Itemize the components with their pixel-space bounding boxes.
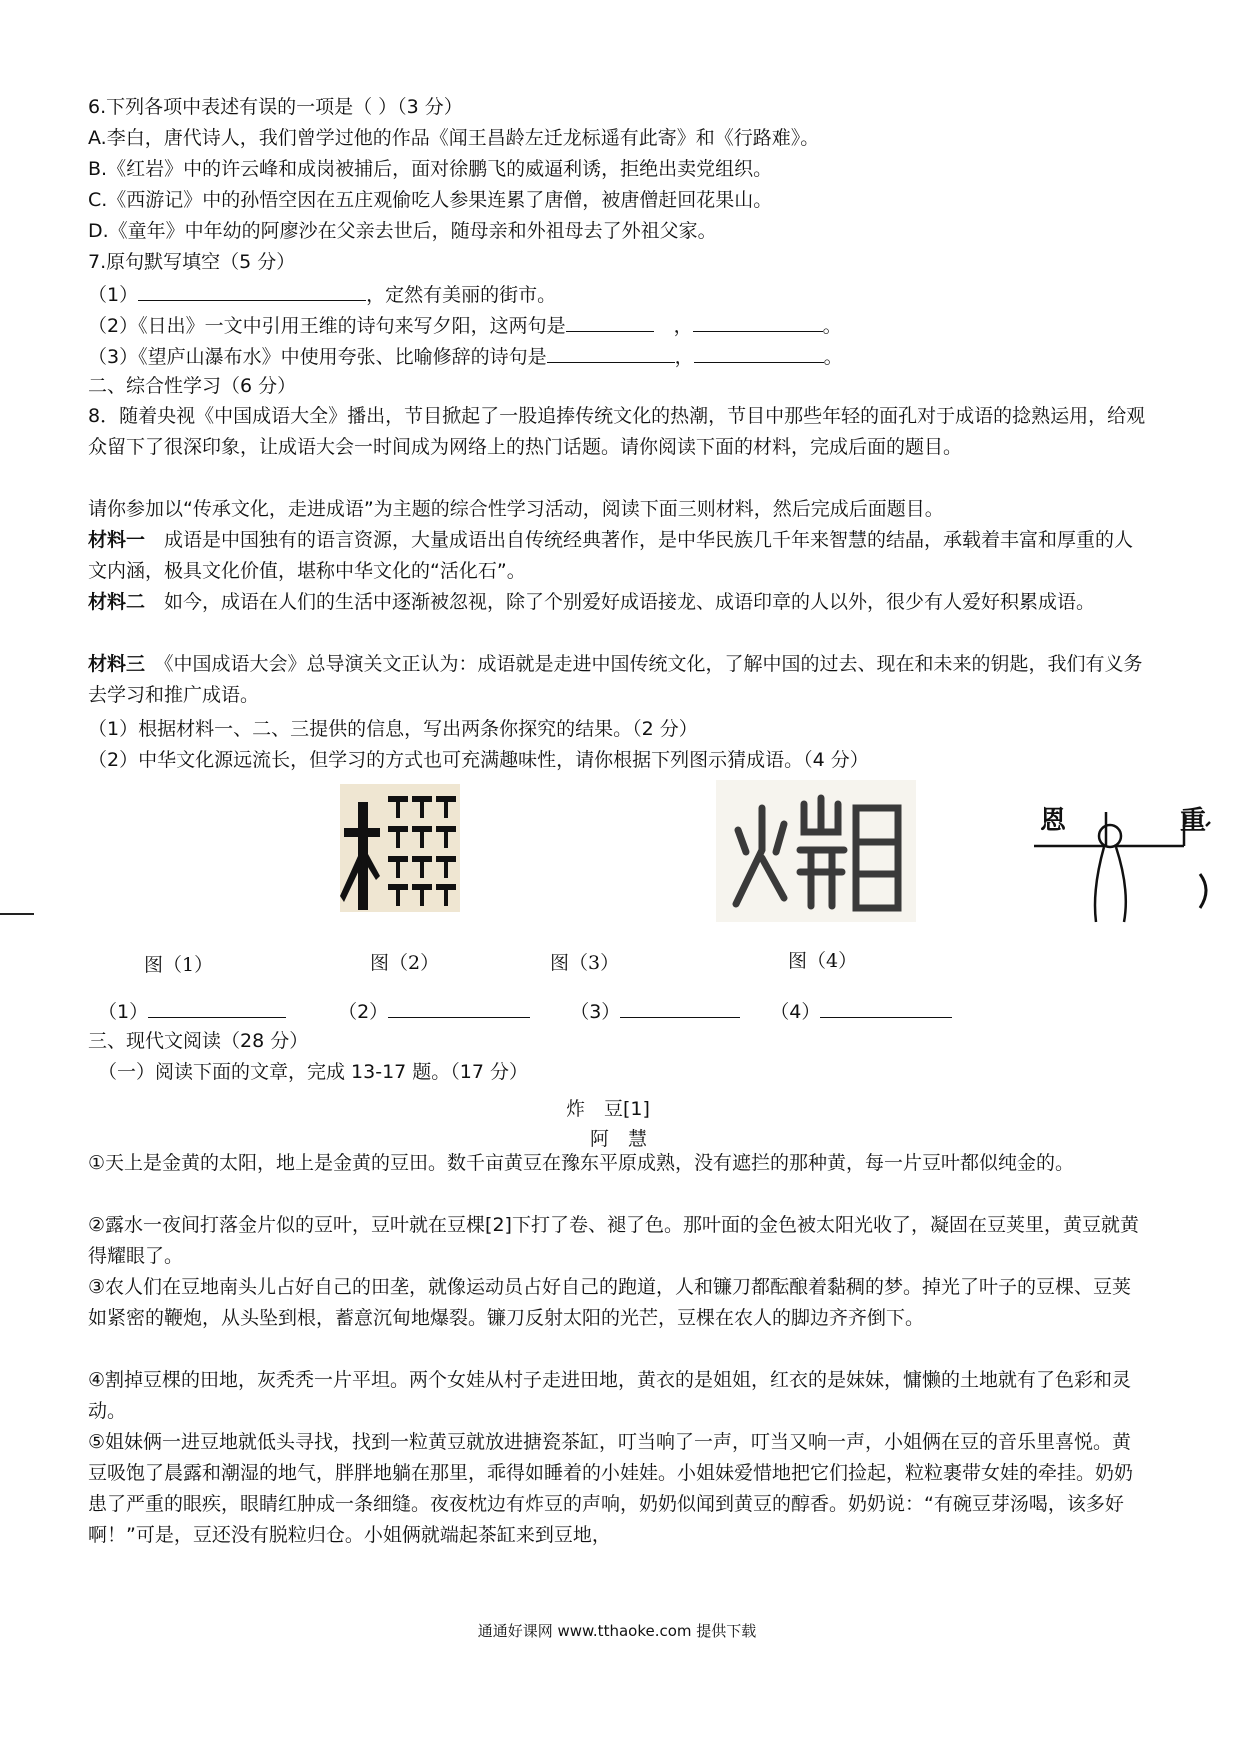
answer-label-3: （3） [570, 1001, 621, 1023]
q6-option-b: B.《红岩》中的许云峰和成岗被捕后，面对徐鹏飞的威逼利诱，拒绝出卖党组织。 [88, 158, 773, 180]
section3-subheading: （一）阅读下面的文章，完成 13-17 题。（17 分） [98, 1061, 529, 1083]
article-paragraph-1: ①天上是金黄的太阳，地上是金黄的豆田。数千亩黄豆在豫东平原成熟，没有遮拦的那种黄，每一片豆叶都似纯金的。 [88, 1152, 1075, 1174]
figure-4-label-zhong: 重 [1180, 806, 1207, 836]
article-paragraph-3: ③农人们在豆地南头儿占好自己的田垄，就像运动员占好自己的跑道，人和镰刀都酝酿着黏稠的梦。掉光了叶子的豆棵、豆荚如紧密的鞭炮，从头坠到根，蓄意沉甸地爆裂。镰刀反射太阳的光芒，豆棵在农人的脚边齐齐倒下。 [88, 1276, 1132, 1329]
q7-stem: 7.原句默写填空（5 分） [88, 251, 296, 273]
article-paragraph-4: ④割掉豆棵的田地，灰秃秃一片平坦。两个女娃从村子走进田地，黄衣的是姐姐，红衣的是妹妹，慵懒的土地就有了色彩和灵动。 [88, 1369, 1132, 1422]
material3-label: 材料三 [88, 653, 146, 675]
answer-row [98, 999, 952, 1023]
q7-item2-period: 。 [822, 315, 842, 337]
q8-instruction: 请你参加以“传承文化，走进成语”为主题的综合性学习活动，阅读下面三则材料，然后完成后面题目。 [88, 498, 944, 520]
page-footer: 通通好课网 www.tthaoke.com 提供下载 [477, 1622, 757, 1640]
q8-sub1: （1）根据材料一、二、三提供的信息，写出两条你探究的结果。（2 分） [88, 718, 698, 740]
material2 [88, 587, 1150, 618]
q8-intro: 8．随着央视《中国成语大全》播出，节目掀起了一股追捧传统文化的热潮，节目中那些年轻的面孔对于成语的捻熟运用，给观众留下了很深印象，让成语大会一时间成为网络上的热门话题。请你阅读下面的材料，完成后面的题目。 [88, 405, 1146, 458]
figure-caption-4: 图（4） [788, 950, 858, 972]
figure-1-image [340, 784, 460, 912]
figure-caption-2: 图（2） [370, 952, 440, 974]
q7-item1-blank[interactable] [138, 282, 366, 301]
q7-item3-blank1[interactable] [547, 344, 675, 363]
q7-item3 [88, 344, 843, 368]
material1-text: 成语是中国独有的语言资源，大量成语出自传统经典著作，是中华民族几千年来智慧的结晶，承载着丰富和厚重的人文内涵，极具文化价值，堪称中华文化的“活化石”。 [88, 529, 1134, 582]
q7-item3-text: （3）《望庐山瀑布水》中使用夸张、比喻修辞的诗句是 [88, 346, 547, 368]
q6-option-a: A.李白，唐代诗人，我们曾学过他的作品《闻王昌龄左迁龙标遥有此寄》和《行路难》。 [88, 127, 820, 149]
material3-text: 《中国成语大会》总导演关文正认为：成语就是走进中国传统文化，了解中国的过去、现在和未来的钥匙，我们有义务去学习和推广成语。 [88, 653, 1143, 706]
material2-label: 材料二 [88, 591, 146, 613]
article-paragraph-2: ②露水一夜间打落金片似的豆叶，豆叶就在豆棵[2]下打了卷、褪了色。那叶面的金色被太阳光收了，凝固在豆荚里，黄豆就黄得耀眼了。 [88, 1214, 1139, 1267]
figure-caption-1: 图（1） [144, 954, 214, 976]
answer-label-2: （2） [338, 1001, 389, 1023]
q6-option-c: C.《西游记》中的孙悟空因在五庄观偷吃人参果连累了唐僧，被唐僧赶回花果山。 [88, 189, 773, 211]
figure-caption-3: 图（3） [550, 952, 620, 974]
q7-item1-suffix: ，定然有美丽的街市。 [366, 284, 557, 306]
article-author: 阿 慧 [590, 1128, 648, 1150]
material1 [88, 525, 1150, 587]
q6-stem: 6.下列各项中表述有误的一项是（ ）（3 分） [88, 96, 463, 118]
q7-item2-text: （2）《日出》一文中引用王维的诗句来写夕阳，这两句是 [88, 315, 566, 337]
answer-label-1: （1） [98, 1001, 149, 1023]
answer-blank-4[interactable] [820, 999, 952, 1018]
material3 [88, 649, 1150, 711]
answer-label-4: （4） [770, 1001, 821, 1023]
q7-item3-blank2[interactable] [694, 344, 824, 363]
q6-option-d: D.《童年》中年幼的阿廖沙在父亲去世后，随母亲和外祖母去了外祖父家。 [88, 220, 717, 242]
q7-item1-prefix: （1） [88, 284, 139, 306]
material2-text: 如今，成语在人们的生活中逐渐被忽视，除了个别爱好成语接龙、成语印章的人以外，很少有人爱好积累成语。 [164, 591, 1096, 613]
answer-blank-3[interactable] [620, 999, 740, 1018]
answer-blank-1[interactable] [148, 999, 286, 1018]
margin-mark [0, 913, 34, 915]
q7-item2 [88, 313, 842, 337]
section2-heading: 二、综合性学习（6 分） [88, 375, 297, 397]
q7-item1 [88, 282, 556, 306]
section3-heading: 三、现代文阅读（28 分） [88, 1030, 309, 1052]
article-title: 炸 豆[1] [566, 1098, 650, 1120]
answer-blank-2[interactable] [388, 999, 530, 1018]
material1-label: 材料一 [88, 529, 146, 551]
q7-item2-comma: ， [673, 315, 693, 337]
q7-item2-blank2[interactable] [693, 313, 823, 332]
figure-4-label-en: 恩 [1040, 806, 1067, 836]
figure-2-image [716, 780, 916, 922]
q7-item3-comma: ， [674, 346, 694, 368]
q8-sub2: （2）中华文化源远流长，但学习的方式也可充满趣味性，请你根据下列图示猜成语。（4 分） [88, 749, 869, 771]
q7-item3-period: 。 [823, 346, 843, 368]
q7-item2-blank1[interactable] [566, 313, 654, 332]
article-paragraph-5: ⑤姐妹俩一进豆地就低头寻找，找到一粒黄豆就放进搪瓷茶缸，叮当响了一声，叮当又响一声，小姐俩在豆的音乐里喜悦。黄豆吸饱了晨露和潮湿的地气，胖胖地躺在那里，乖得如睡着的小娃娃。小姐妹爱惜地把它们捡起，粒粒裹带女娃的牵挂。奶奶患了严重的眼疾，眼睛红肿成一条细缝。夜夜枕边有炸豆的声响，奶奶似闻到黄豆的醇香。奶奶说：“有碗豆芽汤喝，该多好啊！”可是，豆还没有脱粒归仓。小姐俩就端起茶缸来到豆地， [88, 1431, 1134, 1546]
